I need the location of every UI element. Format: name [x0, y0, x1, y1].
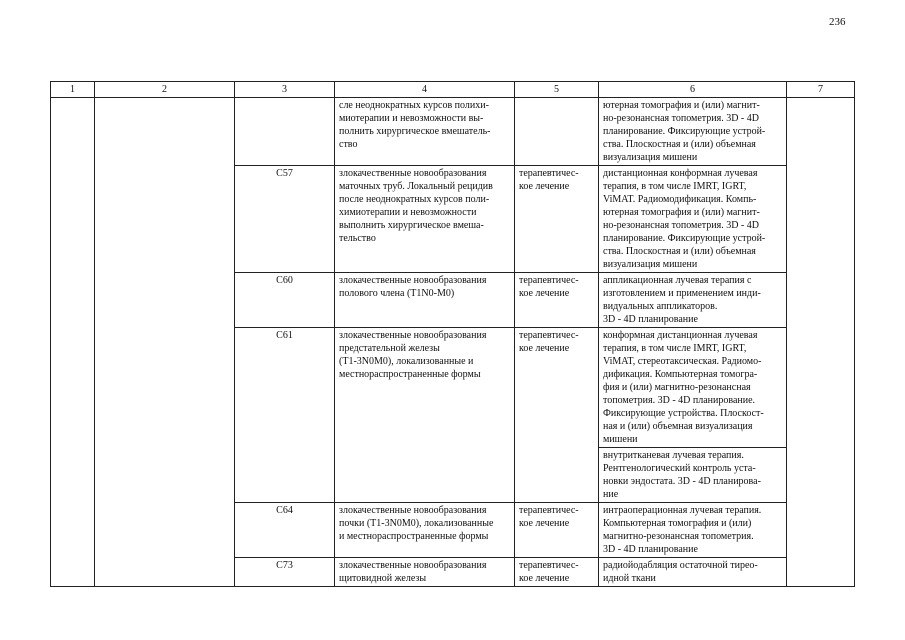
treatment-table: [50, 81, 855, 587]
diagnosis-line: и местнораспространенные формы: [339, 531, 489, 542]
treatment-line: кое лечение: [519, 181, 570, 192]
column-header: 3: [235, 82, 335, 98]
diagnosis-line: почки (T1-3N0M0), локализованные: [339, 518, 494, 529]
method-line: Компьютерная томография и (или): [603, 518, 752, 529]
method-line: но-резонансная топометрия. 3D - 4D: [603, 220, 759, 231]
method-line: ViMAT. Радиомодификация. Компь-: [603, 194, 757, 205]
code-cell: С73: [235, 558, 335, 587]
method-line: Фиксирующие устройства. Плоскост-: [603, 408, 764, 419]
method-line: ние: [603, 489, 619, 500]
treatment-cell: [515, 558, 599, 587]
treatment-cell: [515, 166, 599, 273]
method-line: терапия, в том числе IMRT, IGRT,: [603, 343, 747, 354]
method-line: планирование. Фиксирующие устрой-: [603, 126, 766, 137]
diagnosis-line: тельство: [339, 233, 376, 244]
diagnosis-line: после неоднократных курсов поли-: [339, 194, 490, 205]
method-cell: [599, 558, 787, 587]
method-line: дификация. Компьютерная томогра-: [603, 369, 758, 380]
code-cell: С64: [235, 503, 335, 558]
diagnosis-line: полнить хирургическое вмешатель-: [339, 126, 491, 137]
treatment-line: терапевтичес-: [519, 560, 579, 571]
method-line: Рентгенологический контроль уста-: [603, 463, 756, 474]
diagnosis-cell: [335, 328, 515, 503]
treatment-line: кое лечение: [519, 573, 570, 584]
diagnosis-cell: [335, 503, 515, 558]
method-line: ютерная томография и (или) магнит-: [603, 100, 760, 111]
treatment-cell: [515, 328, 599, 503]
method-line: ства. Плоскостная и (или) объемная: [603, 246, 756, 257]
method-line: ViMAT, стереотаксическая. Радиомо-: [603, 356, 762, 367]
diagnosis-cell: [335, 98, 515, 166]
method-line: аппликационная лучевая терапия с: [603, 275, 752, 286]
diagnosis-line: маточных труб. Локальный рецидив: [339, 181, 493, 192]
method-line: ютерная томография и (или) магнит-: [603, 207, 760, 218]
treatment-line: терапевтичес-: [519, 275, 579, 286]
method-line: интраоперационная лучевая терапия.: [603, 505, 762, 516]
method-line: но-резонансная топометрия. 3D - 4D: [603, 113, 759, 124]
diagnosis-cell: [335, 166, 515, 273]
method-cell: [599, 503, 787, 558]
treatment-cell: [515, 273, 599, 328]
method-line: внутритканевая лучевая терапия.: [603, 450, 744, 461]
treatment-line: кое лечение: [519, 518, 570, 529]
method-line: визуализация мишени: [603, 259, 698, 270]
method-line: видуальных аппликаторов.: [603, 301, 718, 312]
method-line: планирование. Фиксирующие устрой-: [603, 233, 766, 244]
treatment-cell: [515, 503, 599, 558]
diagnosis-line: ство: [339, 139, 358, 150]
col7-cell: [787, 98, 855, 587]
table-row: [51, 98, 855, 166]
method-line: идной ткани: [603, 573, 656, 584]
header-row: [51, 82, 855, 98]
method-line: магнитно-резонансная топометрия.: [603, 531, 754, 542]
column-header: 6: [599, 82, 787, 98]
treatment-line: терапевтичес-: [519, 330, 579, 341]
treatment-line: кое лечение: [519, 343, 570, 354]
method-cell: [599, 98, 787, 166]
method-cell: [599, 166, 787, 273]
diagnosis-line: сле неоднократных курсов полихи-: [339, 100, 489, 111]
method-cell: [599, 448, 787, 503]
diagnosis-line: выполнить хирургическое вмеша-: [339, 220, 484, 231]
method-line: 3D - 4D планирование: [603, 314, 698, 325]
column-header: 1: [51, 82, 95, 98]
treatment-line: кое лечение: [519, 288, 570, 299]
method-line: 3D - 4D планирование: [603, 544, 698, 555]
method-line: конформная дистанционная лучевая: [603, 330, 758, 341]
column-header: 5: [515, 82, 599, 98]
diagnosis-cell: [335, 558, 515, 587]
diagnosis-line: полового члена (T1N0-M0): [339, 288, 455, 299]
diagnosis-line: щитовидной железы: [339, 573, 427, 584]
page-number: 236: [829, 16, 846, 28]
treatment-line: терапевтичес-: [519, 505, 579, 516]
method-line: радиойодабляция остаточной тирео-: [603, 560, 758, 571]
method-line: ная и (или) объемная визуализация: [603, 421, 753, 432]
method-line: фия и (или) магнитно-резонансная: [603, 382, 751, 393]
code-cell: С57: [235, 166, 335, 273]
col1-cell: [51, 98, 95, 587]
column-header: 2: [95, 82, 235, 98]
column-header: 4: [335, 82, 515, 98]
column-header: 7: [787, 82, 855, 98]
method-line: топометрия. 3D - 4D планирование.: [603, 395, 756, 406]
diagnosis-line: местнораспространенные формы: [339, 369, 481, 380]
treatment-line: терапевтичес-: [519, 168, 579, 179]
code-cell: С61: [235, 328, 335, 503]
diagnosis-line: злокачественные новообразования: [339, 560, 487, 571]
diagnosis-line: миотерапии и невозможности вы-: [339, 113, 484, 124]
diagnosis-cell: [335, 273, 515, 328]
col2-cell: [95, 98, 235, 587]
diagnosis-line: злокачественные новообразования: [339, 505, 487, 516]
diagnosis-line: (T1-3N0M0), локализованные и: [339, 356, 474, 367]
diagnosis-line: предстательной железы: [339, 343, 440, 354]
method-line: дистанционная конформная лучевая: [603, 168, 758, 179]
diagnosis-line: злокачественные новообразования: [339, 275, 487, 286]
code-cell: С60: [235, 273, 335, 328]
treatment-cell: [515, 98, 599, 166]
method-line: ства. Плоскостная и (или) объемная: [603, 139, 756, 150]
method-line: визуализация мишени: [603, 152, 698, 163]
method-line: мишени: [603, 434, 638, 445]
method-cell: [599, 328, 787, 448]
diagnosis-line: злокачественные новообразования: [339, 330, 487, 341]
code-cell: [235, 98, 335, 166]
method-cell: [599, 273, 787, 328]
method-line: изготовлением и применением инди-: [603, 288, 761, 299]
method-line: новки эндостата. 3D - 4D планирова-: [603, 476, 761, 487]
method-line: терапия, в том числе IMRT, IGRT,: [603, 181, 747, 192]
diagnosis-line: химиотерапии и невозможности: [339, 207, 477, 218]
diagnosis-line: злокачественные новообразования: [339, 168, 487, 179]
